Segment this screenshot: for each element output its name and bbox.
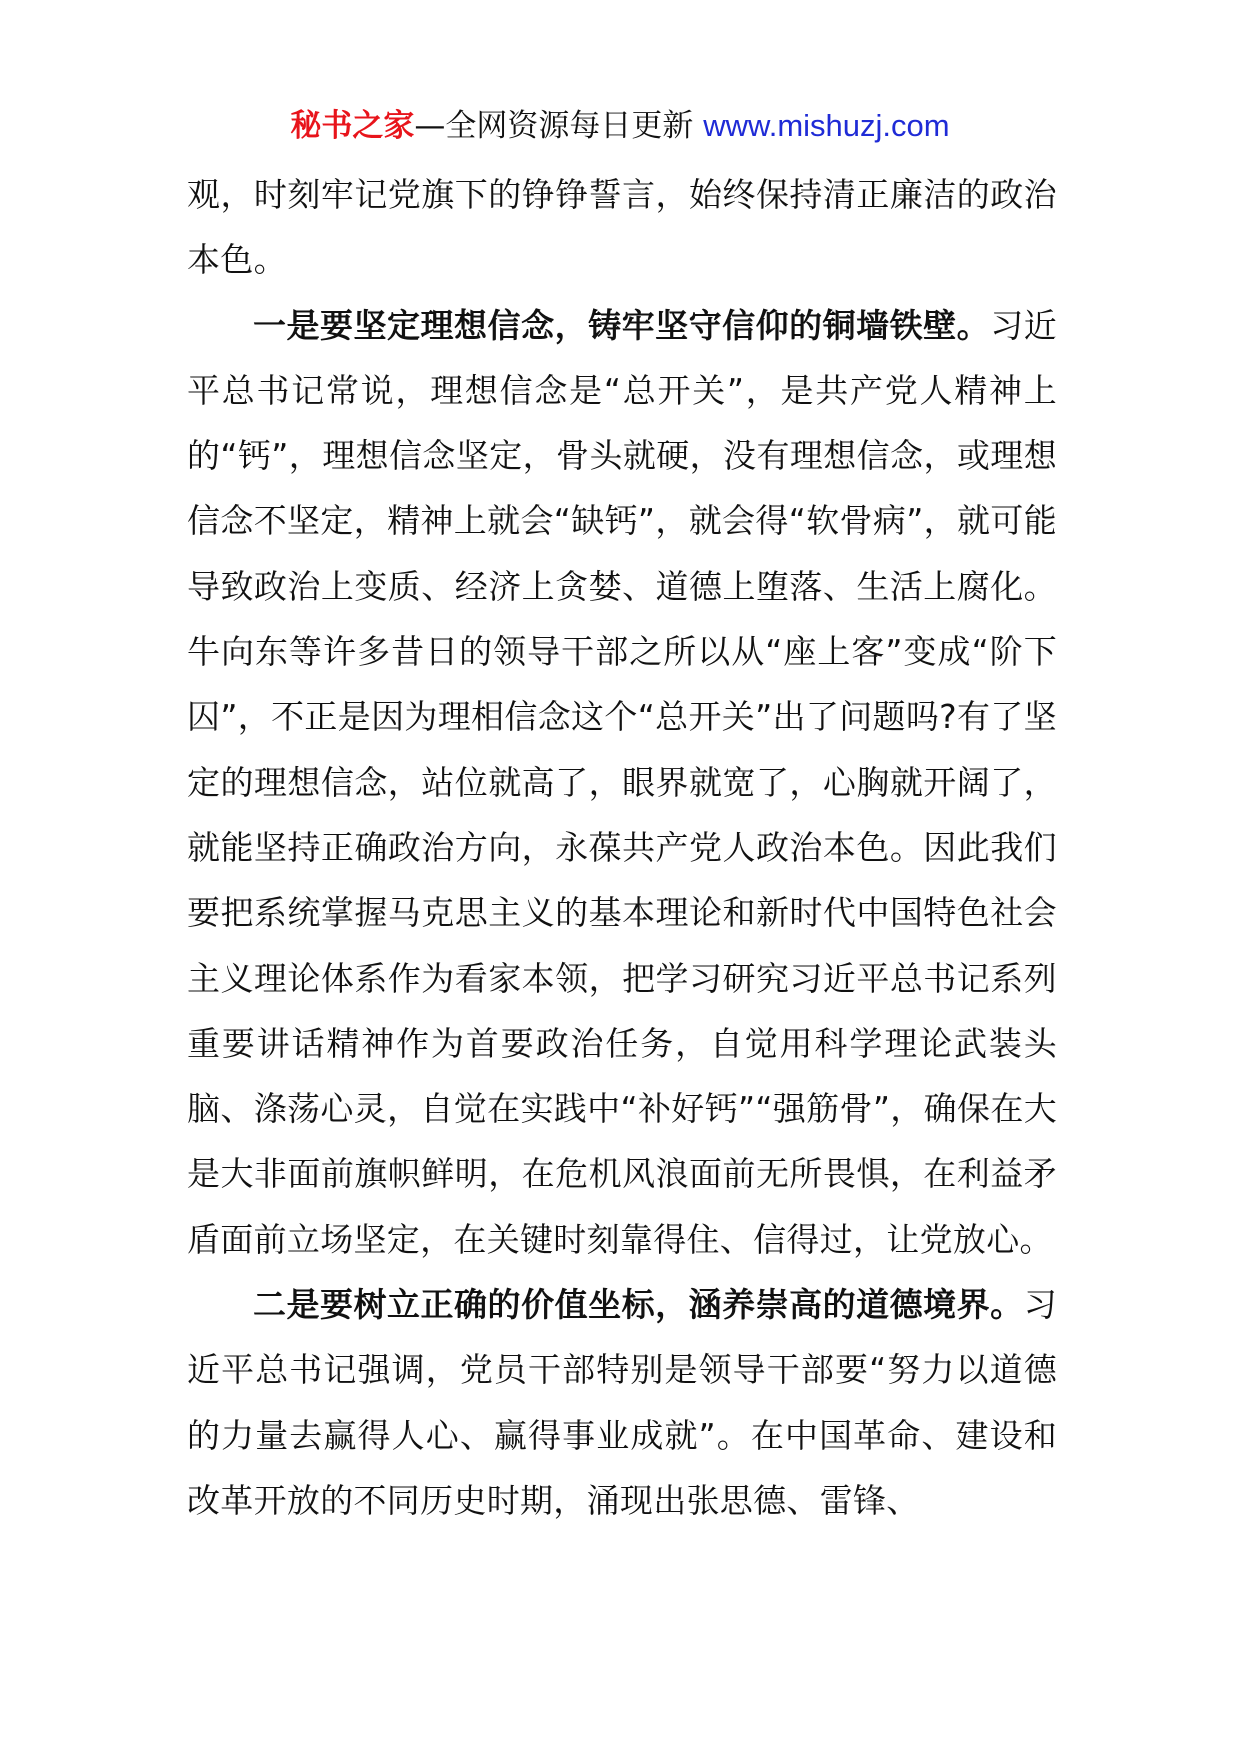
paragraph-values: [187, 1272, 1057, 1533]
page-header: [0, 104, 1240, 148]
document-body: [187, 162, 1057, 1533]
header-slogan: —全网资源每日更新: [414, 108, 694, 144]
header-brand: 秘书之家: [290, 108, 415, 144]
header-url-link[interactable]: www.mishuzj.com: [703, 108, 950, 143]
paragraph-text-values: 习近平总书记强调，党员干部特别是领导干部要“努力以道德的力量去赢得人心、赢得事业成就”。在中国革命、建设和改革开放的不同历史时期，涌现出张思德、雷锋、: [187, 1285, 1057, 1520]
paragraph-lead-values: 二是要树立正确的价值坐标，涵养崇高的道德境界。: [253, 1285, 1024, 1325]
paragraph-ideals: [187, 293, 1057, 1272]
paragraph-lead-ideals: 一是要坚定理想信念，铸牢坚守信仰的铜墙铁壁。: [253, 305, 991, 345]
paragraph-text-ideals: 习近平总书记常说，理想信念是“总开关”，是共产党人精神上的“钙”，理想信念坚定，骨头就硬，没有理想信念，或理想信念不坚定，精神上就会“缺钙”，就会得“软骨病”，就可能导致政治上变质、经济上贪婪、道德上堕落、生活上腐化。牛向东等许多昔日的领导干部之所以从“座上客”变成“阶下囚”，不正是因为理相信念这个“总开关”出了问题吗?有了坚定的理想信念，站位就高了，眼界就宽了，心胸就开阔了，就能坚持正确政治方向，永葆共产党人政治本色。因此我们要把系统掌握马克思主义的基本理论和新时代中国特色社会主义理论体系作为看家本领，把学习研究习近平总书记系列重要讲话精神作为首要政治任务，自觉用科学理论武装头脑、涤荡心灵，自觉在实践中“补好钙”“强筋骨”，确保在大是大非面前旗帜鲜明，在危机风浪面前无所畏惧，在利益矛盾面前立场坚定，在关键时刻靠得住、信得过，让党放心。: [187, 305, 1057, 1259]
paragraph-continued: 观，时刻牢记党旗下的铮铮誓言，始终保持清正廉洁的政治本色。: [187, 175, 1057, 280]
